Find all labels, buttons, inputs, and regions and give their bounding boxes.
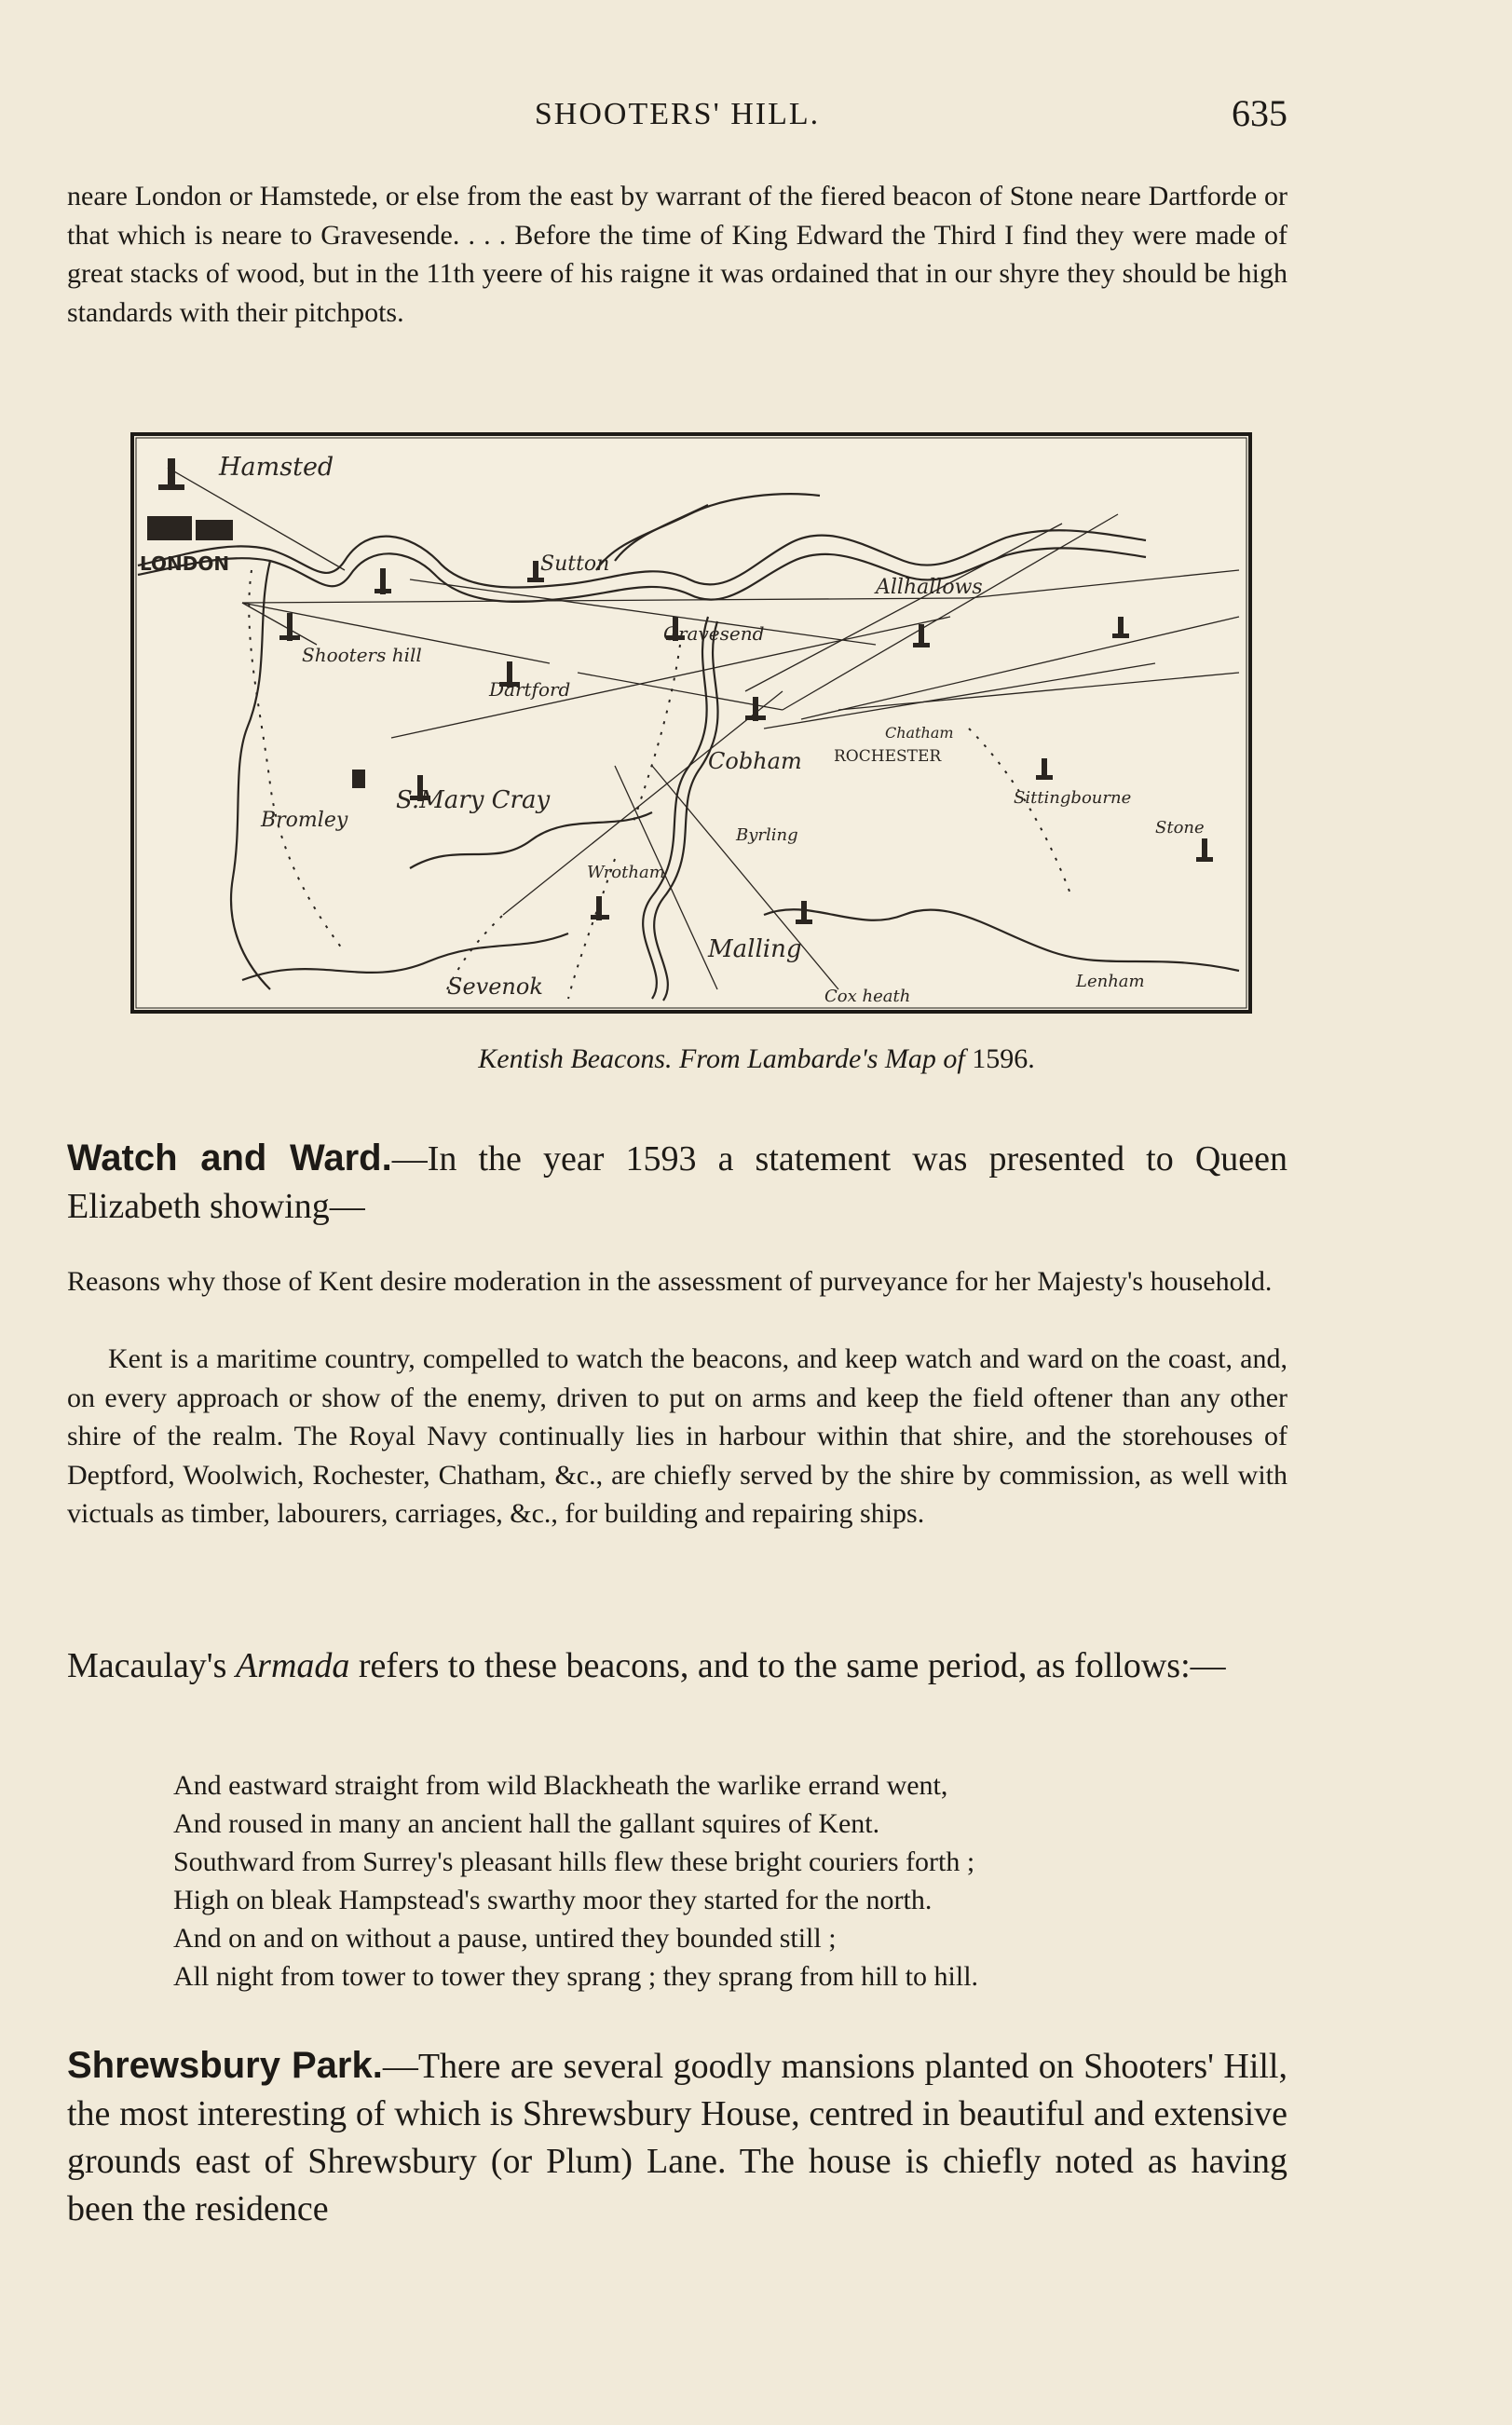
armada-title: Armada: [235, 1646, 350, 1685]
shrewsbury-paragraph: [67, 2042, 1287, 2233]
map-label-sevenoke: Sevenok: [447, 974, 543, 1000]
reasons-paragraph: Reasons why those of Kent desire moderation in the assessment of purveyance for her Majesty's household.: [67, 1266, 1273, 1297]
section-heading-watch-and-ward: Watch and Ward.: [67, 1138, 392, 1178]
poem-line: And eastward straight from wild Blackheath the warlike errand went,: [173, 1770, 948, 1801]
map-label-rochester: ROCHESTER: [834, 747, 942, 766]
caption-year: 1596.: [972, 1043, 1035, 1074]
poem-line: And on and on without a pause, untired they bounded still ;: [173, 1923, 837, 1954]
section-heading-shrewsbury-park: Shrewsbury Park.: [67, 2045, 383, 2086]
map-label-stone: Stone: [1155, 818, 1205, 838]
shrewsbury-text: —There are several goodly mansions planted on Shooters' Hill, the most interesting of which is Shrewsbury House, centred in beautiful and extensive grounds east of Shrewsbury (or Plum) Lane. The house is chiefly noted as having been the residence: [67, 2047, 1287, 2228]
kentish-beacons-map: [130, 430, 1253, 1017]
map-label-sittingbourne: Sittingbourne: [1014, 788, 1132, 808]
map-label-wrotham: Wrotham: [587, 863, 665, 882]
running-head: [67, 92, 1287, 153]
map-label-lenham: Lenham: [1076, 972, 1145, 991]
map-label-hamsted: Hamsted: [219, 453, 334, 482]
caption-italic: Kentish Beacons. From Lambarde's Map of: [478, 1043, 965, 1074]
map-label-coxheath: Cox heath: [824, 987, 911, 1006]
map-label-sutton: Sutton: [540, 552, 610, 576]
kent-paragraph: Kent is a maritime country, compelled to watch the beacons, and keep watch and ward on the coast, and, on every approach or show of the enemy, driven to put on arms and keep the field oftener than any other shire of the realm. The Royal Navy continually lies in harbour within that shire, and the storehouses of Deptford, Woolwich, Rochester, Chatham, &c., are chiefly served by the shire by commission, as well with victuals as timber, labourers, carriages, &c., for building and repairing ships.: [67, 1343, 1287, 1529]
map-label-malling: Malling: [708, 935, 802, 963]
macaulay-after: refers to these beacons, and to the same period, as follows:—: [358, 1646, 1226, 1685]
poem-line: All night from tower to tower they sprang ; they sprang from hill to hill.: [173, 1961, 979, 1992]
poem-line: Southward from Surrey's pleasant hills flew these bright couriers forth ;: [173, 1846, 975, 1877]
map-label-chatham: Chatham: [885, 724, 954, 742]
figure-caption: [67, 1043, 1446, 1075]
poem-line: And roused in many an ancient hall the gallant squires of Kent.: [173, 1808, 880, 1839]
map-label-gravesend: Gravesend: [663, 622, 765, 645]
page-number: 635: [1232, 92, 1287, 134]
watch-and-ward-paragraph: [67, 1135, 1287, 1231]
map-label-bromley: Bromley: [261, 809, 348, 832]
map-label-shooters-hill: Shooters hill: [302, 644, 422, 666]
map-figure: [130, 430, 1253, 1017]
map-label-birling: Byrling: [736, 825, 798, 845]
watch-and-ward-text: —In the year 1593 a statement was presented to Queen Elizabeth showing—: [67, 1139, 1287, 1226]
macaulay-before: Macaulay's: [67, 1646, 227, 1685]
map-label-st-mary-cray: S.Mary Cray: [396, 786, 551, 814]
opening-paragraph: neare London or Hamstede, or else from the east by warrant of the fiered beacon of Stone neare Dartforde or that which is neare to Gravesende. . . . Before the time of King Edward the Third I find they were made of great stacks of wood, but in the 11th yeere of his raigne it was ordained that in our shyre they should be high standards with their pitchpots.: [67, 181, 1287, 328]
armada-poem: [173, 1766, 978, 1996]
poem-line: High on bleak Hampstead's swarthy moor they started for the north.: [173, 1885, 933, 1915]
map-label-allhallows: Allhallows: [876, 576, 983, 599]
map-label-dartford: Dartford: [489, 678, 571, 701]
macaulay-paragraph: [67, 1642, 1287, 1690]
map-label-london: LONDON: [140, 552, 230, 575]
map-label-cobham: Cobham: [708, 748, 802, 774]
running-title: SHOOTERS' HILL.: [534, 97, 821, 131]
